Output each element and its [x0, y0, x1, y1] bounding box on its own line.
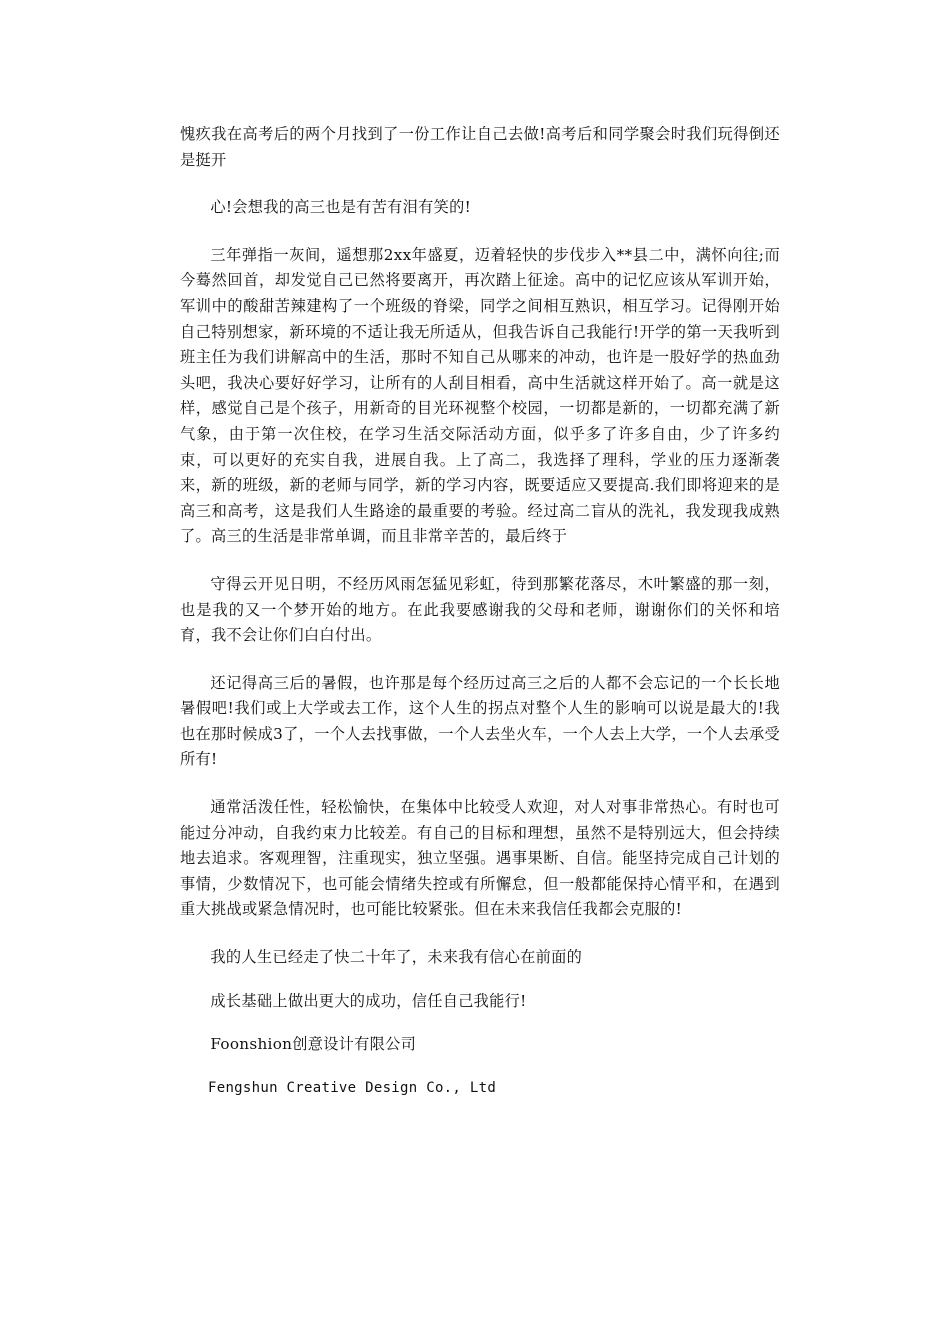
document-page	[180, 122, 780, 1123]
paragraph-summer: 还记得高三后的暑假，也许那是每个经历过高三之后的人都不会忘记的一个长长地暑假吧!我们或上大学或去工作，这个人生的拐点对整个人生的影响可以说是最大的!我也在那时候成3了，一个人去找事做，一个人去坐火车，一个人去上大学，一个人去承受所有!	[180, 673, 780, 769]
company-name-cn: Foonshion创意设计有限公司	[210, 1035, 417, 1054]
paragraph-confidence: 成长基础上做出更大的成功，信任自己我能行!	[210, 991, 527, 1010]
paragraph-high-school: 三年弹指一灰间，遥想那2xx年盛夏，迈着轻快的步伐步入**县二中，满怀向往;而今蓦然回首，却发觉自己已然将要离开，再次踏上征途。高中的记忆应该从军训开始，军训中的酸甜苦辣建构了一个班级的脊梁，同学之间相互熟识，相互学习。记得刚开始自己特别想家，新环境的不适让我无所适从，但我告诉自己我能行!开学的第一天我听到班主任为我们讲解高中的生活，那时不知自己从哪来的冲动，也许是一股好学的热血劲头吧，我决心要好好学习，让所有的人刮目相看，高中生活就这样开始了。高一就是这样，感觉自己是个孩子，用新奇的目光环视整个校园，一切都是新的，一切都充满了新气象，由于第一次住校，在学习生活交际活动方面，似乎多了许多自由，少了许多约束，可以更好的充实自我，进展自我。上了高二，我选择了理科，学业的压力逐渐袭来，新的班级，新的老师与同学，新的学习内容，既要适应又要提高.我们即将迎来的是高三和高考，这是我们人生路途的最重要的考验。经过高二盲从的洗礼，我发现我成熟了。高三的生活是非常单调，而且非常辛苦的，最后终于	[180, 245, 780, 546]
paragraph-personality: 通常活泼任性，轻松愉快，在集体中比较受人欢迎，对人对事非常热心。有时也可能过分冲动，自我约束力比较差。有自己的目标和理想，虽然不是特别远大，但会持续地去追求。客观理智，注重现实，独立坚强。遇事果断、自信。能坚持完成自己计划的事情，少数情况下，也可能会情绪失控或有所懈怠，但一般都能保持心情平和，在遇到重大挑战或紧急情况时，也可能比较紧张。但在未来我信任我都会克服的!	[180, 798, 780, 919]
paragraph-gratitude: 守得云开见日明，不经历风雨怎猛见彩虹，待到那繁花落尽，木叶繁盛的那一刻，也是我的又一个梦开始的地方。在此我要感谢我的父母和老师，谢谢你们的关怀和培育，我不会让你们白白付出。	[180, 574, 780, 645]
company-name-en: Fengshun Creative Design Co., Ltd	[208, 1079, 497, 1096]
paragraph-intro: 愧疚我在高考后的两个月找到了一份工作让自己去做!高考后和同学聚会时我们玩得倒还是挺开	[180, 125, 780, 169]
paragraph-reflection: 心!会想我的高三也是有苦有泪有笑的!	[210, 198, 471, 217]
paragraph-future: 我的人生已经走了快二十年了，未来我有信心在前面的	[210, 948, 583, 967]
